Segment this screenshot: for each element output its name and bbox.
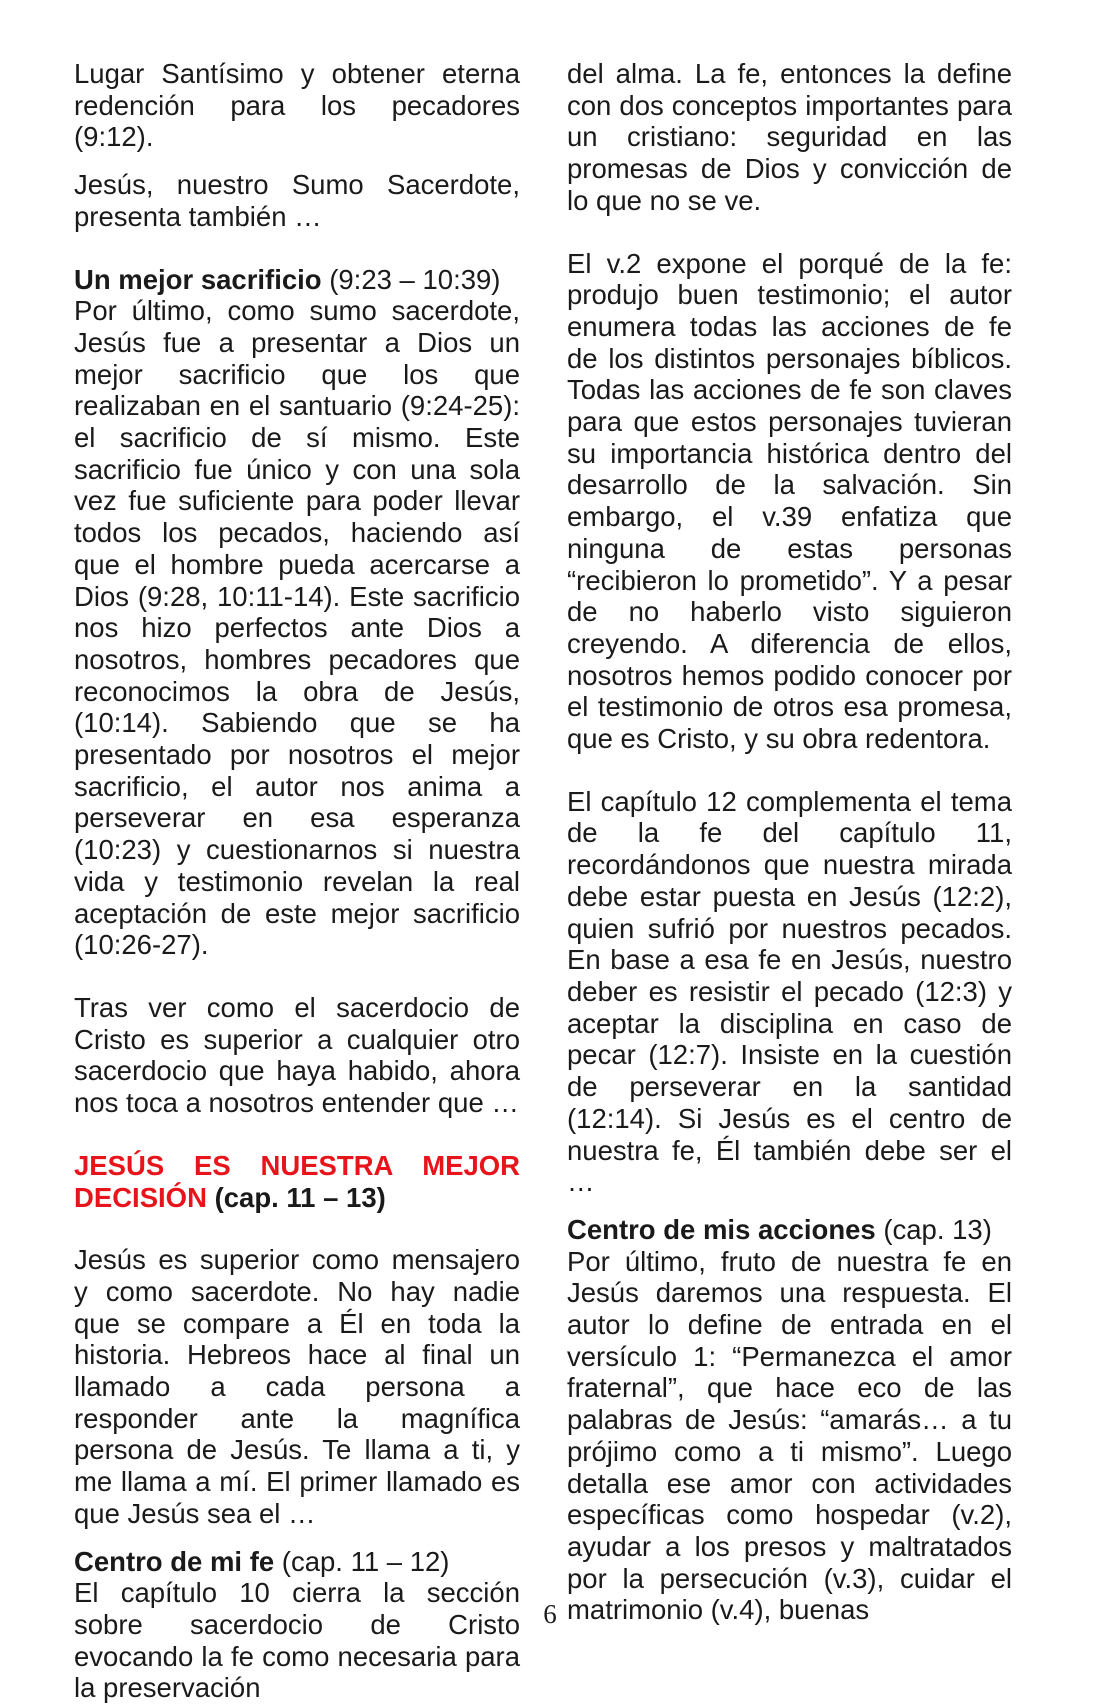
paragraph-v2: El v.2 expone el porqué de la fe: produjo buen testimonio; el autor enumera todas las acciones de fe de los distintos personajes bíblicos. Todas las acciones de fe son claves para que estos personajes tuvieran su importancia histórica dentro del desarrollo de la salvación. Sin embargo, el v.39 enfatiza que ninguna de estas personas “recibieron lo prometido”. Y a pesar de no haberlo visto siguieron creyendo. A diferencia de ellos, nosotros hemos podido conocer por el testimonio de otros esa promesa, que es Cristo, y su obra redentora. (567, 247, 1012, 755)
page-number: 6 (543, 1599, 557, 1629)
main-heading-mejor-decision (74, 1150, 520, 1213)
section-mejor-sacrificio (74, 264, 520, 961)
paragraph-del-alma: del alma. La fe, entonces la define con dos conceptos importantes para un cristiano: seguridad en las promesas de Dios y convicción de lo que no se ve. (567, 58, 1012, 216)
paragraph-sacrificio: Por último, como sumo sacerdote, Jesús fue a presentar a Dios un mejor sacrificio que los que realizaban en el santuario (9:24-25): el sacrificio de sí mismo. Este sacrificio fue único y con una sola vez fue suficiente para poder llevar todos los pecados, haciendo así que el hombre pueda acercarse a Dios (9:28, 10:11-14). Este sacrificio nos hizo perfectos ante Dios a nosotros, hombres pecadores que reconocimos la obra de Jesús, (10:14). Sabiendo que se ha presentado por nosotros el mejor sacrificio, el autor nos anima a perseverar en esa esperanza (10:23) y cuestionarnos si nuestra vida y testimonio revelan la real aceptación de este mejor sacrificio (10:26-27). (74, 295, 520, 961)
section-reference: (cap. 13) (875, 1213, 992, 1245)
section-reference: (cap. 11 – 12) (274, 1545, 450, 1577)
main-heading-chapter-ref: (cap. 11 – 13) (206, 1181, 386, 1213)
section-heading-line (74, 1546, 520, 1578)
paragraph-centro-fe: El capítulo 10 cierra la sección sobre sacerdocio de Cristo evocando la fe como necesaria para la preservación (74, 1577, 520, 1704)
section-reference: (9:23 – 10:39) (321, 263, 501, 295)
section-heading-centro-fe: Centro de mi fe (74, 1545, 275, 1577)
left-column (74, 58, 520, 1704)
paragraph-jesus-superior: Jesús es superior como mensajero y como sacerdote. No hay nadie que se compare a Él en toda la historia. Hebreos hace al final un llamado a cada persona a responder ante la magnífica persona de Jesús. Te llama a ti, y me llama a mí. El primer llamado es que Jesús sea el … (74, 1244, 520, 1529)
paragraph-centro-acciones: Por último, fruto de nuestra fe en Jesús daremos una respuesta. El autor lo define de entrada en el versículo 1: “Permanezca el amor fraternal”, que hace eco de las palabras de Jesús: “amarás… a tu prójimo como a ti mismo”. Luego detalla ese amor con actividades específicas como hospedar (v.2), ayudar a los presos y maltratados por la persecución (v.3), cuidar el matrimonio (v.4), buenas (567, 1245, 1012, 1626)
section-heading-mejor-sacrificio: Un mejor sacrificio (74, 263, 322, 295)
paragraph-capitulo-12: El capítulo 12 complementa el tema de la fe del capítulo 11, recordándonos que nuestra mirada debe estar puesta en Jesús (12:2), quien sufrió por nuestros pecados. En base a esa fe en Jesús, nuestro deber es resistir el pecado (12:3) y aceptar la disciplina en caso de pecar (12:7). Insiste en la cuestión de perseverar en la santidad (12:14). Si Jesús es el centro de nuestra fe, Él también debe ser el … (567, 785, 1012, 1198)
paragraph-intro: Lugar Santísimo y obtener eterna redención para los pecadores (9:12). (74, 58, 520, 153)
right-column (567, 58, 1012, 1626)
section-heading-line (567, 1214, 1012, 1246)
paragraph-sumo-sacerdote: Jesús, nuestro Sumo Sacerdote, presenta también … (74, 169, 520, 232)
section-centro-de-mis-acciones (567, 1214, 1012, 1626)
paragraph-tras-ver: Tras ver como el sacerdocio de Cristo es superior a cualquier otro sacerdocio que haya habido, ahora nos toca a nosotros entender que … (74, 991, 520, 1119)
section-heading-centro-acciones: Centro de mis acciones (567, 1213, 876, 1245)
section-heading-line (74, 264, 520, 296)
main-heading-red-text: JESÚS ES NUESTRA MEJOR DECISIÓN (74, 1149, 520, 1213)
